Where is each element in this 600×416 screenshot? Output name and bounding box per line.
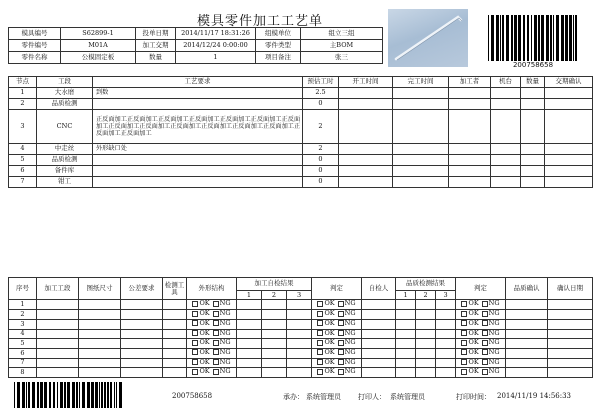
ok-checkbox[interactable]: [192, 311, 198, 317]
ng-label: NG: [488, 299, 500, 308]
ok-label: OK: [199, 319, 210, 327]
ok-checkbox[interactable]: [192, 359, 198, 365]
header-value: 2014/12/24 0:00:00: [176, 40, 256, 52]
seq-cell: 6: [9, 348, 37, 358]
seq-cell: 2: [9, 310, 37, 320]
ok-checkbox[interactable]: [317, 320, 323, 326]
ng-checkbox[interactable]: [482, 311, 488, 317]
header-label: 数量: [136, 52, 176, 64]
barcode-bar: [538, 15, 540, 61]
inspection-row: [9, 300, 593, 310]
ok-label: OK: [468, 358, 479, 366]
ng-label: NG: [344, 367, 356, 376]
barcode-bar: [488, 15, 489, 61]
inspection-header-row: [9, 278, 593, 291]
header-value: 公模固定板: [61, 52, 136, 64]
node-cell: 3: [9, 110, 37, 144]
sub-header: 2: [416, 291, 436, 300]
ng-checkbox[interactable]: [482, 369, 488, 375]
hours-cell: 0: [303, 166, 339, 177]
header-row: [9, 28, 383, 40]
ng-checkbox[interactable]: [213, 301, 219, 307]
section-cell: 备件库: [37, 166, 93, 177]
sub-header: 2: [262, 291, 287, 300]
ok-checkbox[interactable]: [192, 330, 198, 336]
barcode-bar: [502, 15, 504, 61]
inspection-row: [9, 368, 593, 378]
barcode-bar: [573, 15, 574, 61]
requirement-cell: 到数: [93, 88, 303, 99]
ok-checkbox[interactable]: [317, 359, 323, 365]
barcode-bar: [514, 15, 517, 61]
print-time-value: 2014/11/19 14:56:33: [497, 392, 572, 400]
ok-label: OK: [199, 358, 210, 366]
ng-label: NG: [219, 319, 231, 327]
header-label: 零件名称: [9, 52, 61, 64]
process-row: [9, 144, 593, 155]
barcode-bar: [496, 15, 499, 61]
undertake-label: 承办：: [283, 393, 304, 401]
ok-checkbox[interactable]: [192, 320, 198, 326]
col-header: 工段: [37, 77, 93, 88]
ng-checkbox[interactable]: [482, 301, 488, 307]
node-cell: 6: [9, 166, 37, 177]
section-cell: 钳工: [37, 177, 93, 188]
top-barcode: [486, 15, 580, 61]
ok-checkbox[interactable]: [192, 349, 198, 355]
barcode-bar: [506, 15, 509, 61]
top-barcode-number: 200758658: [512, 61, 554, 69]
undertake-value: 系统管理员: [306, 393, 341, 401]
header-row: [9, 52, 383, 64]
ng-label: NG: [219, 329, 231, 337]
ok-checkbox[interactable]: [461, 311, 467, 317]
header-label: 组模单位: [256, 28, 301, 40]
ng-label: NG: [488, 329, 500, 337]
header-value: 2014/11/17 18:31:26: [176, 28, 256, 40]
sub-header: 3: [436, 291, 456, 300]
process-row: [9, 155, 593, 166]
header-row: [9, 40, 383, 52]
sub-header: 1: [396, 291, 416, 300]
header-label: 加工交期: [136, 40, 176, 52]
col-header: 加工工段: [37, 278, 79, 300]
ok-label: OK: [199, 367, 210, 376]
col-header: 完工时间: [393, 77, 449, 88]
col-header: 数量: [521, 77, 545, 88]
barcode-bar: [569, 15, 572, 61]
ng-checkbox[interactable]: [482, 340, 488, 346]
header-label: 零件编号: [9, 40, 61, 52]
ng-checkbox[interactable]: [338, 349, 344, 355]
barcode-bar: [500, 15, 501, 61]
ng-checkbox[interactable]: [213, 311, 219, 317]
ng-label: NG: [344, 309, 356, 318]
ok-label: OK: [199, 329, 210, 337]
ok-label: OK: [324, 358, 335, 366]
col-header: 机台: [491, 77, 521, 88]
requirement-cell: [93, 166, 303, 177]
ng-checkbox[interactable]: [482, 320, 488, 326]
inspection-row: [9, 358, 593, 368]
ng-checkbox[interactable]: [482, 349, 488, 355]
hours-cell: 2: [303, 110, 339, 144]
header-value: 张三: [301, 52, 383, 64]
ok-label: OK: [468, 329, 479, 337]
ng-label: NG: [219, 358, 231, 366]
hours-cell: 0: [303, 177, 339, 188]
barcode-bar: [523, 15, 525, 61]
header-value: 1: [176, 52, 256, 64]
header-label: 模具编号: [9, 28, 61, 40]
section-cell: CNC: [37, 110, 93, 144]
col-header: 确认日期: [548, 278, 593, 300]
ok-label: OK: [468, 299, 479, 308]
ng-label: NG: [488, 309, 500, 318]
ok-label: OK: [468, 338, 479, 347]
node-cell: 4: [9, 144, 37, 155]
printer-label: 打印人：: [358, 393, 386, 401]
process-row: [9, 88, 593, 99]
col-header: 判定: [312, 278, 362, 300]
header-label: 零件类型: [256, 40, 301, 52]
ng-label: NG: [344, 329, 356, 337]
hours-cell: 0: [303, 155, 339, 166]
col-header: 交期确认: [545, 77, 593, 88]
inspection-row: [9, 348, 593, 358]
col-header: 节点: [9, 77, 37, 88]
ng-label: NG: [344, 338, 356, 347]
tool-header-text: 检测工具: [164, 280, 185, 296]
seq-cell: 3: [9, 319, 37, 329]
ng-checkbox[interactable]: [338, 369, 344, 375]
node-cell: 7: [9, 177, 37, 188]
section-cell: 大水磨: [37, 88, 93, 99]
barcode-bar: [556, 15, 559, 61]
ng-checkbox[interactable]: [213, 349, 219, 355]
requirement-cell: [93, 177, 303, 188]
process-row: [9, 177, 593, 188]
ok-checkbox[interactable]: [317, 340, 323, 346]
col-header: 加工者: [449, 77, 491, 88]
inspection-row: [9, 310, 593, 320]
inspection-row: [9, 319, 593, 329]
node-cell: 2: [9, 99, 37, 110]
header-value: M01A: [61, 40, 136, 52]
hours-cell: 2: [303, 144, 339, 155]
col-header: 判定: [456, 278, 506, 300]
ok-label: OK: [324, 309, 335, 318]
ng-checkbox[interactable]: [338, 359, 344, 365]
ok-checkbox[interactable]: [461, 320, 467, 326]
ok-label: OK: [468, 348, 479, 356]
ng-checkbox[interactable]: [338, 340, 344, 346]
ng-label: NG: [219, 338, 231, 347]
ng-checkbox[interactable]: [213, 369, 219, 375]
ng-checkbox[interactable]: [213, 320, 219, 326]
ng-checkbox[interactable]: [338, 311, 344, 317]
ok-label: OK: [324, 348, 335, 356]
ok-checkbox[interactable]: [461, 369, 467, 375]
ok-label: OK: [324, 299, 335, 308]
requirement-cell: [93, 99, 303, 110]
part-photo: [388, 9, 468, 67]
inspection-row: [9, 329, 593, 339]
barcode-bar: [550, 15, 552, 61]
footer-barcode-number: 200758658: [172, 392, 213, 400]
ok-checkbox[interactable]: [317, 311, 323, 317]
barcode-bar: [561, 15, 564, 61]
ng-checkbox[interactable]: [338, 301, 344, 307]
ng-label: NG: [488, 367, 500, 376]
col-header: 序号: [9, 278, 37, 300]
barcode-bar: [553, 15, 554, 61]
footer: [0, 392, 600, 404]
header-info-table: [8, 27, 383, 64]
hours-cell: 2.5: [303, 88, 339, 99]
ng-checkbox[interactable]: [482, 359, 488, 365]
requirement-cell: 外形缺口处: [93, 144, 303, 155]
header-value: S62899-1: [61, 28, 136, 40]
ok-label: OK: [468, 309, 479, 318]
col-header: 工艺要求: [93, 77, 303, 88]
ok-checkbox[interactable]: [461, 359, 467, 365]
ok-checkbox[interactable]: [461, 301, 467, 307]
col-header: 图纸尺寸: [79, 278, 121, 300]
ok-label: OK: [199, 348, 210, 356]
inspection-row: [9, 339, 593, 349]
ok-checkbox[interactable]: [192, 369, 198, 375]
print-time-label: 打印时间：: [456, 393, 491, 401]
barcode-bar: [527, 15, 529, 61]
ok-label: OK: [199, 299, 210, 308]
ng-label: NG: [344, 348, 356, 356]
ng-checkbox[interactable]: [213, 340, 219, 346]
process-header-row: [9, 77, 593, 88]
requirement-cell: 正反面加工正反面加工正反面加工正反面加工正反面加工正反面加工正反面加工正反面加工正反面加工正反面加工正反面加工正反面加工正反面加工正反面加工正反面加工: [93, 110, 303, 144]
col-header: [163, 278, 187, 300]
col-header: 开工时间: [339, 77, 393, 88]
barcode-bar: [565, 15, 568, 61]
ok-checkbox[interactable]: [192, 340, 198, 346]
ok-checkbox[interactable]: [461, 330, 467, 336]
process-row: [9, 166, 593, 177]
ok-label: OK: [324, 338, 335, 347]
col-header: 品质确认: [506, 278, 548, 300]
ok-checkbox[interactable]: [317, 330, 323, 336]
seq-cell: 8: [9, 368, 37, 378]
ok-label: OK: [199, 338, 210, 347]
ng-label: NG: [219, 367, 231, 376]
header-label: 投单日期: [136, 28, 176, 40]
part-rod-image: [388, 9, 468, 67]
ok-label: OK: [468, 319, 479, 327]
process-table: [8, 76, 593, 188]
seq-cell: 7: [9, 358, 37, 368]
section-cell: 品质检测: [37, 99, 93, 110]
barcode-bar: [518, 15, 521, 61]
process-row: [9, 99, 593, 110]
document-title: 模具零件加工工艺单: [196, 14, 323, 29]
ng-label: NG: [344, 319, 356, 327]
ok-label: OK: [324, 367, 335, 376]
section-cell: 品质检测: [37, 155, 93, 166]
inspection-table: [8, 277, 593, 378]
ok-checkbox[interactable]: [461, 340, 467, 346]
ok-checkbox[interactable]: [317, 301, 323, 307]
seq-cell: 4: [9, 329, 37, 339]
ng-label: NG: [219, 299, 231, 308]
barcode-bar: [511, 15, 513, 61]
col-header: 自检人: [362, 278, 396, 300]
sub-header: 3: [287, 291, 312, 300]
ng-checkbox[interactable]: [213, 359, 219, 365]
header-value: 组立三组: [301, 28, 383, 40]
barcode-bar: [491, 15, 494, 61]
node-cell: 1: [9, 88, 37, 99]
section-cell: 中走丝: [37, 144, 93, 155]
header-label: 项目备注: [256, 52, 301, 64]
seq-cell: 1: [9, 300, 37, 310]
ng-label: NG: [219, 348, 231, 356]
col-header: 公差要求: [121, 278, 163, 300]
col-header: 加工自检结果: [237, 278, 312, 291]
ok-checkbox[interactable]: [461, 349, 467, 355]
ok-checkbox[interactable]: [317, 349, 323, 355]
barcode-bar: [534, 15, 537, 61]
process-row: [9, 110, 593, 144]
ng-label: NG: [219, 309, 231, 318]
ok-label: OK: [468, 367, 479, 376]
ng-label: NG: [488, 348, 500, 356]
ok-checkbox[interactable]: [317, 369, 323, 375]
barcode-bar: [531, 15, 532, 61]
sub-header: 1: [237, 291, 262, 300]
ng-label: NG: [344, 358, 356, 366]
col-header: 预估工时: [303, 77, 339, 88]
col-header: 品质检测结果: [396, 278, 456, 291]
barcode-bar: [546, 15, 549, 61]
ng-label: NG: [344, 299, 356, 308]
barcode-bar: [575, 15, 577, 61]
barcode-bar: [541, 15, 544, 61]
seq-cell: 5: [9, 339, 37, 349]
node-cell: 5: [9, 155, 37, 166]
ng-label: NG: [488, 319, 500, 327]
ng-label: NG: [488, 358, 500, 366]
ng-checkbox[interactable]: [338, 330, 344, 336]
ok-label: OK: [324, 329, 335, 337]
requirement-cell: [93, 155, 303, 166]
ok-label: OK: [324, 319, 335, 327]
ng-checkbox[interactable]: [213, 330, 219, 336]
ng-label: NG: [488, 338, 500, 347]
col-header: 外形结构: [187, 278, 237, 300]
ok-label: OK: [199, 309, 210, 318]
ng-checkbox[interactable]: [482, 330, 488, 336]
printer-value: 系统管理员: [390, 393, 425, 401]
hours-cell: 0: [303, 99, 339, 110]
header-value: 主BOM: [301, 40, 383, 52]
ok-checkbox[interactable]: [192, 301, 198, 307]
ng-checkbox[interactable]: [338, 320, 344, 326]
